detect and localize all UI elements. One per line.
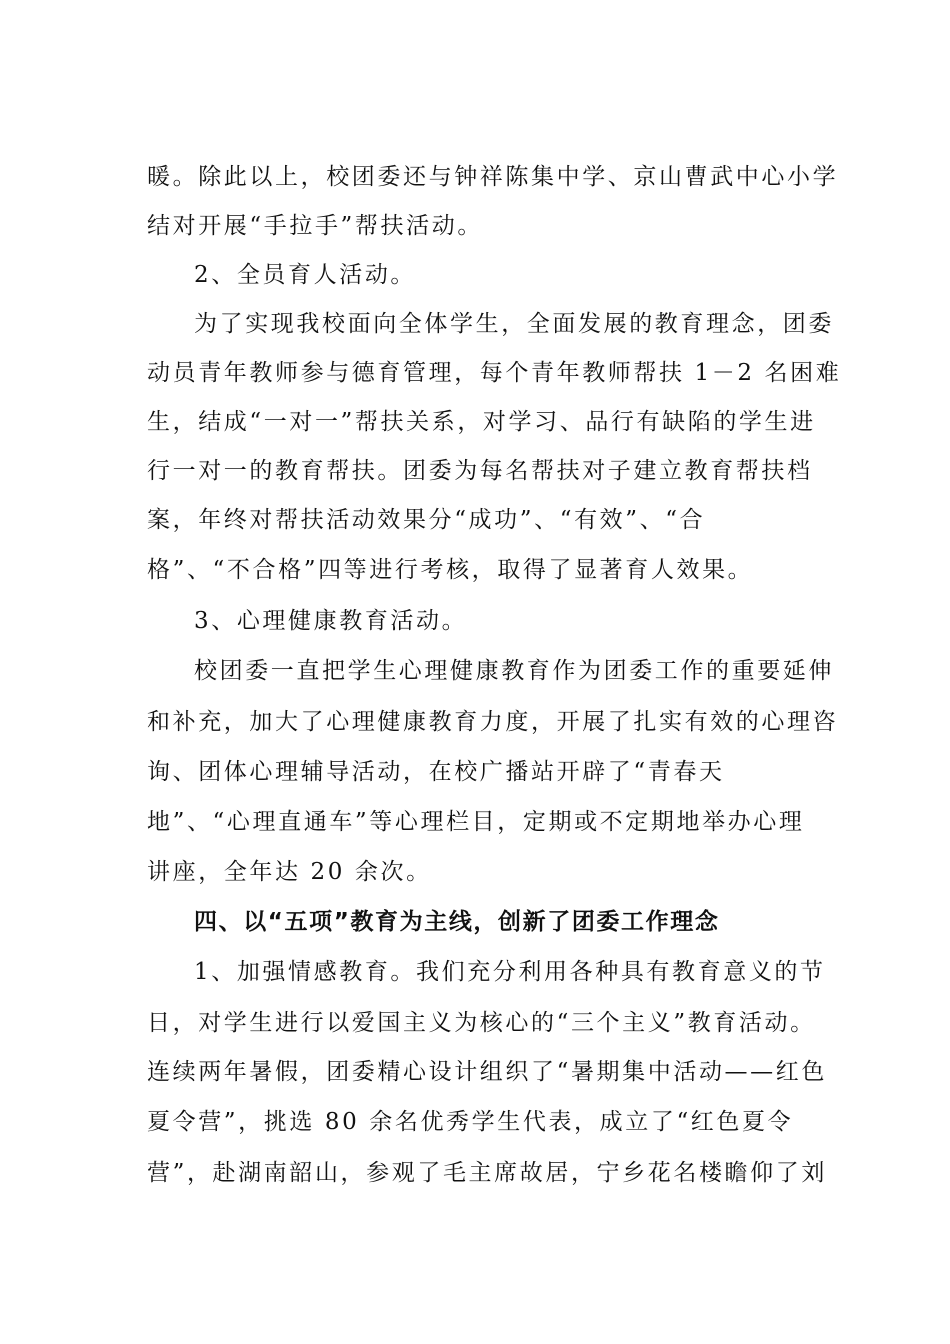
subsection-title: 3、心理健康教育活动。 <box>194 608 468 634</box>
text-line: 动员青年教师参与德育管理，每个青年教师帮扶 1－2 名困难 <box>147 360 842 386</box>
text-line: 讲座，全年达 20 余次。 <box>147 859 432 885</box>
text-line: 行一对一的教育帮扶。团委为每名帮扶对子建立教育帮扶档 <box>147 458 813 484</box>
text-line: 连续两年暑假，团委精心设计组织了“暑期集中活动——红色 <box>147 1059 827 1085</box>
text-line: 校团委一直把学生心理健康教育作为团委工作的重要延伸 <box>194 658 834 684</box>
text-line: 格”、“不合格”四等进行考核，取得了显著育人效果。 <box>147 557 754 583</box>
text-line: 1、加强情感教育。我们充分利用各种具有教育意义的节 <box>194 959 826 985</box>
text-line: 询、团体心理辅导活动，在校广播站开辟了“青春天 <box>147 759 725 785</box>
text-line: 地”、“心理直通车”等心理栏目，定期或不定期地举办心理 <box>147 809 805 835</box>
section-heading: 四、以“五项”教育为主线，创新了团委工作理念 <box>194 909 720 935</box>
text-line: 夏令营”，挑选 80 余名优秀学生代表，成立了“红色夏令 <box>147 1109 794 1135</box>
text-line: 营”，赴湖南韶山，参观了毛主席故居，宁乡花名楼瞻仰了刘 <box>147 1160 827 1186</box>
text-line: 结对开展“手拉手”帮扶活动。 <box>147 213 483 239</box>
text-line: 为了实现我校面向全体学生，全面发展的教育理念，团委 <box>194 311 834 337</box>
text-line: 日，对学生进行以爱国主义为核心的“三个主义”教育活动。 <box>147 1010 816 1036</box>
text-line: 和补充，加大了心理健康教育力度，开展了扎实有效的心理咨 <box>147 709 839 735</box>
subsection-title: 2、全员育人活动。 <box>194 262 417 288</box>
text-line: 生，结成“一对一”帮扶关系，对学习、品行有缺陷的学生进 <box>147 409 816 435</box>
text-line: 暖。除此以上，校团委还与钟祥陈集中学、京山曹武中心小学 <box>147 164 839 190</box>
text-line: 案，年终对帮扶活动效果分“成功”、“有效”、“合 <box>147 507 706 533</box>
